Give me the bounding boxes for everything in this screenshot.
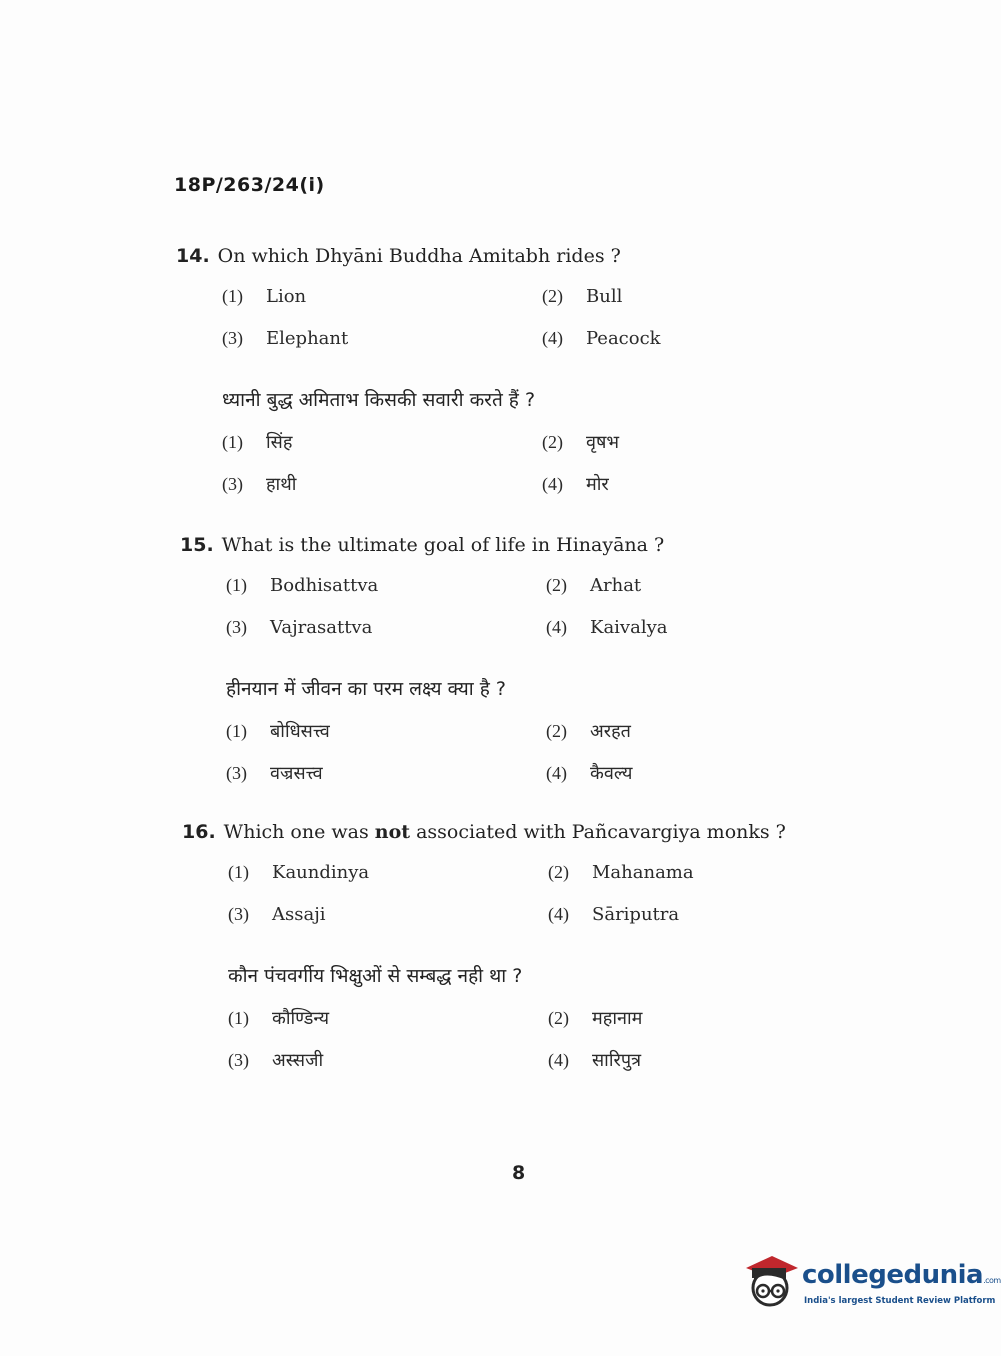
option-4: (4) Kaivalya	[546, 617, 668, 638]
option-4: (4) मोर	[542, 474, 609, 495]
option-4: (4) Sāriputra	[548, 904, 680, 925]
question-16	[182, 820, 802, 1090]
option-1: (1) सिंह	[222, 432, 293, 453]
mascot-icon	[742, 1252, 800, 1310]
option-1: (1) Kaundinya	[228, 862, 370, 883]
option-3: (3) Elephant	[222, 328, 349, 349]
option-3: (3) अस्सजी	[228, 1050, 324, 1071]
option-3: (3) Assaji	[228, 904, 326, 925]
option-2: (2) Mahanama	[548, 862, 694, 883]
options-hindi	[222, 430, 796, 514]
options-english	[226, 575, 800, 659]
question-english-emphasis: not	[374, 821, 411, 843]
question-hindi: कौन पंचवर्गीय भिक्षुओं से सम्बद्ध नही था ?	[228, 965, 523, 987]
question-hindi: ध्यानी बुद्ध अमिताभ किसकी सवारी करते हैं ?	[222, 389, 536, 411]
option-2: (2) अरहत	[546, 721, 631, 742]
question-15	[180, 533, 800, 803]
options-english	[222, 286, 796, 370]
question-english-part2: associated with Pañcavargiya monks ?	[410, 821, 786, 843]
brand-tagline: India's largest Student Review Platform	[804, 1296, 996, 1306]
brand-name: collegedunia.com	[802, 1260, 1001, 1290]
question-english: What is the ultimate goal of life in Hinayāna ?	[221, 534, 665, 556]
question-text	[180, 533, 800, 557]
question-number: 16.	[182, 821, 216, 843]
option-4: (4) कैवल्य	[546, 763, 633, 784]
option-3: (3) वज्रसत्त्व	[226, 763, 323, 784]
question-hindi: हीनयान में जीवन का परम लक्ष्य क्या है ?	[226, 678, 506, 700]
option-1: (1) Lion	[222, 286, 307, 307]
question-english-part1: Which one was	[223, 821, 375, 843]
option-3: (3) Vajrasattva	[226, 617, 373, 638]
question-text	[176, 244, 796, 268]
option-1: (1) Bodhisattva	[226, 575, 379, 596]
option-2: (2) Bull	[542, 286, 623, 307]
option-4: (4) Peacock	[542, 328, 661, 349]
question-14	[176, 244, 796, 514]
option-2: (2) Arhat	[546, 575, 642, 596]
question-english: On which Dhyāni Buddha Amitabh rides ?	[217, 245, 621, 267]
options-hindi	[226, 719, 800, 803]
option-4: (4) सारिपुत्र	[548, 1050, 642, 1071]
collegedunia-logo	[742, 1252, 1001, 1314]
brand-suffix: .com	[983, 1276, 1001, 1285]
option-2: (2) महानाम	[548, 1008, 643, 1029]
option-3: (3) हाथी	[222, 474, 297, 495]
page-number: 8	[512, 1162, 526, 1184]
question-number: 15.	[180, 534, 214, 556]
option-1: (1) कौण्डिन्य	[228, 1008, 330, 1029]
question-number: 14.	[176, 245, 210, 267]
paper-code: 18P/263/24(i)	[174, 174, 325, 196]
options-hindi	[228, 1006, 802, 1090]
options-english	[228, 862, 802, 946]
question-text	[182, 820, 802, 844]
option-1: (1) बोधिसत्त्व	[226, 721, 330, 742]
option-2: (2) वृषभ	[542, 432, 620, 453]
